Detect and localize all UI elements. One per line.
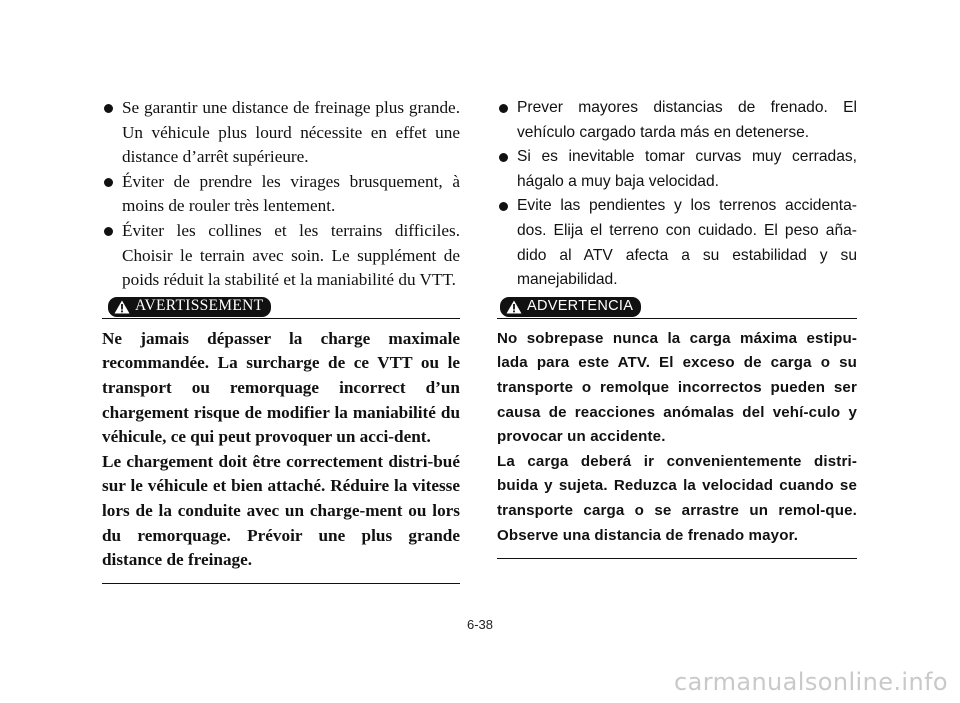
list-item	[497, 96, 857, 145]
bullet-text: Se garantir une distance de freinage plus grande. Un véhicule plus lourd nécessite en effet une distance d’arrêt supérieure.	[122, 98, 460, 167]
warning-badge	[108, 297, 271, 317]
bullet-icon	[104, 178, 113, 187]
list-item	[102, 170, 460, 219]
bullet-text: Prever mayores distancias de frenado. El vehículo cargado tarda más en detenerse.	[517, 99, 857, 141]
french-bullet-list	[102, 96, 460, 293]
bullet-icon	[499, 104, 508, 113]
list-item	[102, 219, 460, 293]
bullet-icon	[499, 202, 508, 211]
spanish-bullet-list	[497, 96, 857, 293]
warning-paragraph: Le chargement doit être correctement distri-bué sur le véhicule et bien attaché. Réduire la vitesse lors de la conduite avec un charge-ment ou lors du remorquage. Prévoir une plus grande distance de freinage.	[102, 451, 460, 570]
warning-paragraph: No sobrepase nunca la carga máxima estipu-lada para este ATV. El exceso de carga o su transporte o remolque incorrectos pueden ser causa de reacciones anómalas del vehí-culo y provocar un accidente.	[497, 329, 857, 446]
list-item	[497, 194, 857, 292]
bullet-text: Evite las pendientes y los terrenos accidenta-dos. Elija el terreno con cuidado. El peso aña-dido al ATV afecta a su estabilidad y su manejabilidad.	[517, 197, 857, 289]
warning-triangle-icon	[114, 300, 130, 314]
warning-paragraph: Ne jamais dépasser la charge maximale recommandée. La surcharge de ce VTT ou le transport ou remorquage incorrect d’un chargement risque de modifier la maniabilité du véhicule, ce qui peut provoquer un acci-dent.	[102, 328, 460, 447]
page-number: 6-38	[466, 617, 494, 632]
warning-header	[497, 297, 857, 321]
bullet-icon	[499, 153, 508, 162]
watermark: carmanualsonline.info	[674, 668, 948, 696]
list-item	[102, 96, 460, 170]
warning-end-rule	[497, 558, 857, 559]
warning-label: ADVERTENCIA	[527, 298, 634, 315]
warning-badge	[500, 297, 641, 317]
french-column	[102, 96, 460, 584]
bullet-icon	[104, 104, 113, 113]
warning-header	[102, 297, 460, 321]
warning-body	[497, 327, 857, 548]
bullet-text: Si es inevitable tomar curvas muy cerradas, hágalo a muy baja velocidad.	[517, 148, 857, 190]
bullet-icon	[104, 227, 113, 236]
bullet-text: Éviter les collines et les terrains difficiles. Choisir le terrain avec soin. Le supplément de poids réduit la stabilité et la maniabilité du VTT.	[122, 220, 460, 290]
warning-end-rule	[102, 583, 460, 584]
list-item	[497, 145, 857, 194]
warning-paragraph: La carga deberá ir convenientemente distri-buida y sujeta. Reduzca la velocidad cuando se transporte carga o se arrastre un remol-que. Observe una distancia de frenado mayor.	[497, 452, 857, 544]
warning-triangle-icon	[506, 300, 522, 314]
warning-label: AVERTISSEMENT	[135, 297, 264, 315]
spanish-column	[497, 96, 857, 559]
bullet-text: Éviter de prendre les virages brusquement, à moins de rouler très lentement.	[122, 171, 460, 216]
warning-body	[102, 327, 460, 573]
